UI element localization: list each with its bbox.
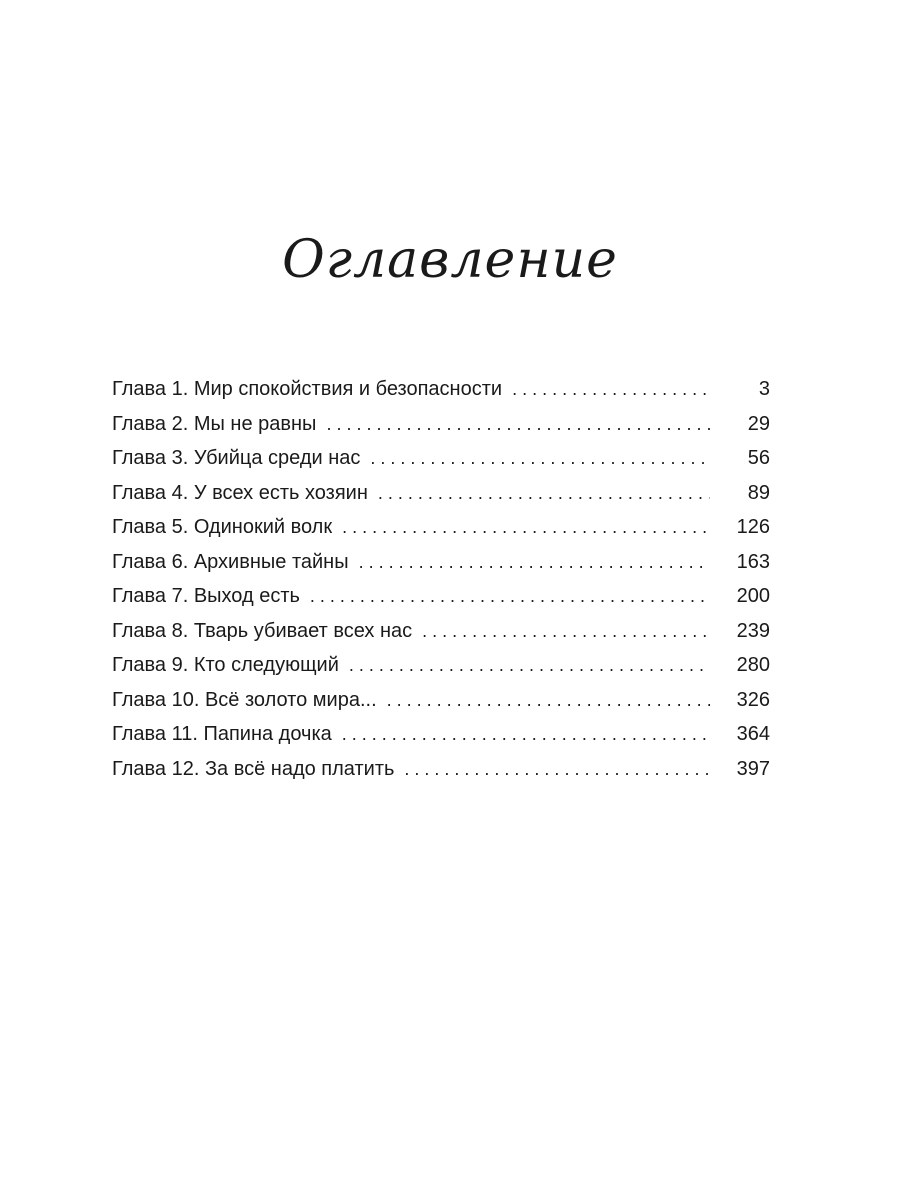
toc-entry-label: Глава 4. У всех есть хозяин [112,481,368,504]
toc-entry-page: 239 [736,619,770,642]
toc-list [112,372,770,786]
toc-entry-label: Глава 12. За всё надо платить [112,757,395,780]
toc-leader-dots [512,372,710,407]
toc-entry[interactable] [112,614,770,649]
toc-entry[interactable] [112,579,770,614]
toc-entry-label: Глава 7. Выход есть [112,585,300,607]
toc-leader-dots [310,579,710,614]
toc-entry[interactable] [112,407,770,442]
toc-entry-page: 397 [736,757,770,780]
toc-entry[interactable] [112,545,770,580]
toc-leader-dots [359,545,710,580]
toc-entry-page: 126 [736,516,770,538]
toc-entry[interactable] [112,752,770,787]
toc-entry-label: Глава 3. Убийца среди нас [112,447,361,469]
toc-leader-dots [342,510,710,545]
toc-entry-page: 89 [747,481,770,504]
toc-entry[interactable] [112,510,770,545]
toc-entry-page: 364 [736,723,770,745]
toc-entry[interactable] [112,683,770,718]
toc-entry-label: Глава 6. Архивные тайны [112,550,349,573]
toc-leader-dots [349,648,710,683]
toc-entry-label: Глава 9. Кто следующий [112,654,339,676]
toc-entry[interactable] [112,648,770,683]
toc-entry[interactable] [112,717,770,752]
toc-entry[interactable] [112,372,770,407]
toc-leader-dots [378,476,710,511]
toc-entry-page: 3 [758,378,770,400]
toc-entry-label: Глава 11. Папина дочка [112,723,332,745]
toc-leader-dots [422,614,710,649]
toc-leader-dots [404,752,710,787]
toc-entry-page: 200 [736,585,770,607]
toc-entry[interactable] [112,476,770,511]
toc-leader-dots [326,407,710,442]
toc-entry-label: Глава 1. Мир спокойствия и безопасности [112,378,503,400]
toc-entry[interactable] [112,441,770,476]
toc-entry-label: Глава 5. Одинокий волк [112,516,333,538]
toc-title: Оглавление [282,230,618,290]
toc-leader-dots [342,717,710,752]
toc-leader-dots [387,683,710,718]
toc-entry-label: Глава 8. Тварь убивает всех нас [112,619,413,642]
toc-entry-label: Глава 10. Всё золото мира... [112,688,377,711]
toc-entry-page: 29 [747,412,770,435]
toc-entry-label: Глава 2. Мы не равны [112,412,317,435]
toc-leader-dots [370,441,710,476]
toc-entry-page: 56 [747,447,770,469]
toc-entry-page: 326 [736,688,770,711]
toc-entry-page: 280 [736,654,770,676]
toc-entry-page: 163 [736,550,770,573]
